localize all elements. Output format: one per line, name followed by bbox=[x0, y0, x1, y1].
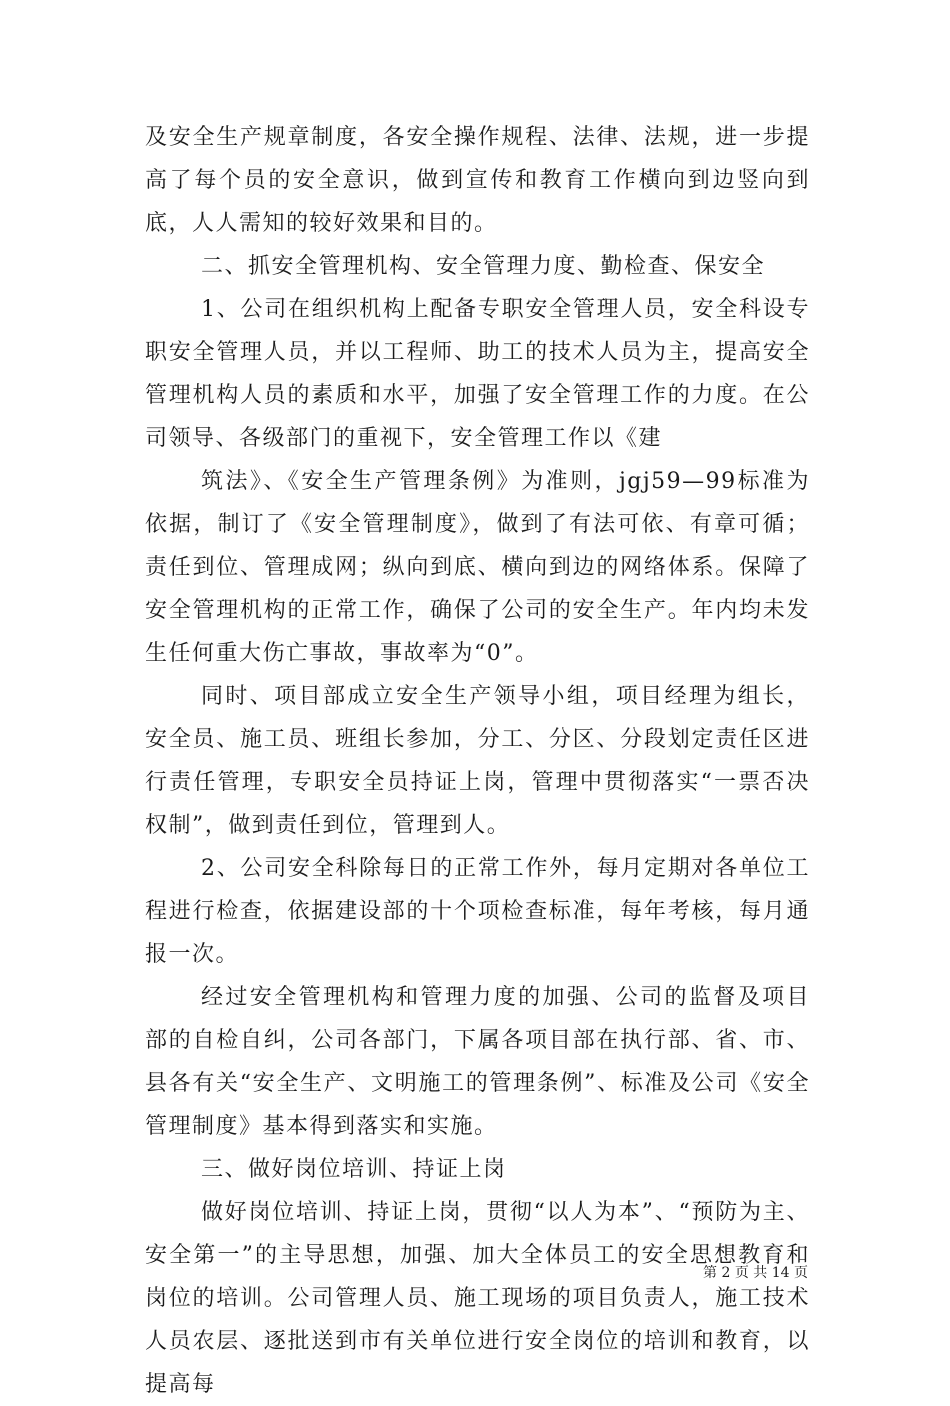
paragraph-item-1: 1、公司在组织机构上配备专职安全管理人员，安全科设专职安全管理人员，并以工程师、助工的技术人员为主，提高安全管理机构人员的素质和水平，加强了安全管理工作的力度。在公司领导、各级部门的重视下，安全管理工作以《建 bbox=[145, 297, 810, 451]
document-body bbox=[145, 116, 810, 1406]
paragraph-item-2: 2、公司安全科除每日的正常工作外，每月定期对各单位工程进行检查，依据建设部的十个项检查标准，每年考核，每月通报一次。 bbox=[145, 856, 810, 967]
paragraph-summary: 经过安全管理机构和管理力度的加强、公司的监督及项目部的自检自纠，公司各部门，下属各项目部在执行部、省、市、县各有关“安全生产、文明施工的管理条例”、标准及公司《安全管理制度》基本得到落实和实施。 bbox=[145, 985, 810, 1139]
paragraph-continuation: 筑法》、《安全生产管理条例》为准则，jgj59—99标准为依据，制订了《安全管理制度》，做到了有法可依、有章可循；责任到位、管理成网；纵向到底、横向到边的网络体系。保障了安全管理机构的正常工作，确保了公司的安全生产。年内均未发生任何重大伤亡事故，事故率为“0”。 bbox=[145, 469, 810, 666]
heading-section-2: 二、抓安全管理机构、安全管理力度、勤检查、保安全 bbox=[201, 254, 766, 279]
paragraph-project-team: 同时、项目部成立安全生产领导小组，项目经理为组长，安全员、施工员、班组长参加，分工、分区、分段划定责任区进行责任管理，专职安全员持证上岗，管理中贯彻落实“一票否决权制”，做到责任到位，管理到人。 bbox=[145, 684, 810, 838]
heading-section-3: 三、做好岗位培训、持证上岗 bbox=[201, 1157, 507, 1182]
paragraph-training: 做好岗位培训、持证上岗，贯彻“以人为本”、“预防为主、安全第一”的主导思想，加强、加大全体员工的安全思想教育和岗位的培训。公司管理人员、施工现场的项目负责人，施工技术人员农层、逐批送到市有关单位进行安全岗位的培训和教育，以提高每 bbox=[145, 1200, 810, 1397]
paragraph-1: 及安全生产规章制度，各安全操作规程、法律、法规，进一步提高了每个员的安全意识，做到宣传和教育工作横向到边竖向到底，人人需知的较好效果和目的。 bbox=[145, 125, 810, 236]
page-number-footer: 第 2 页 共 14 页 bbox=[703, 1265, 808, 1281]
